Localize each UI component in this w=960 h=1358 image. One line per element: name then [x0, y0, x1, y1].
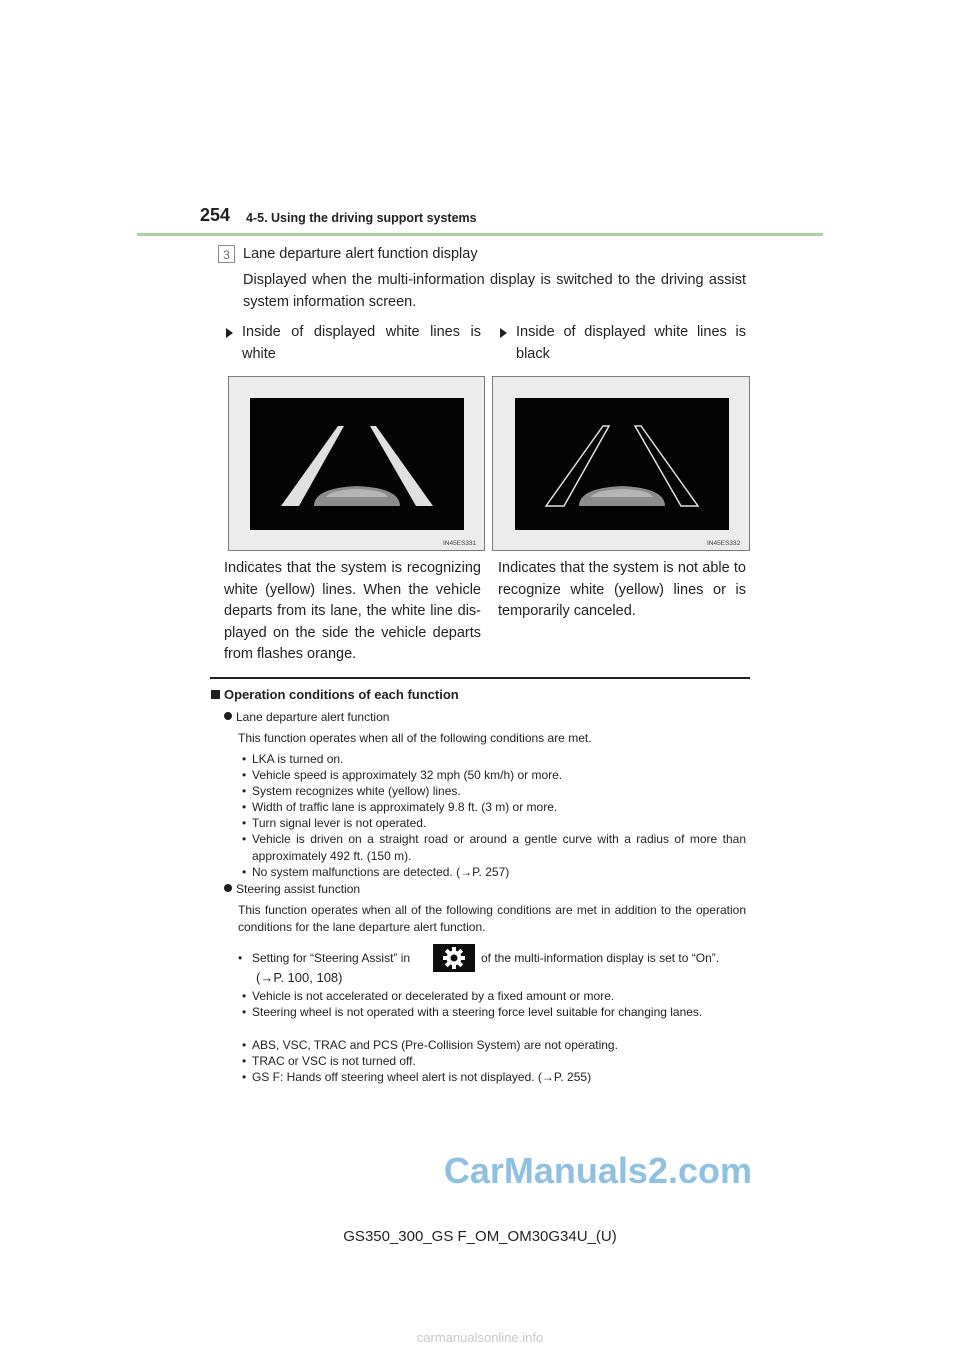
- setting-text-after: of the multi-information display is set to “On”.: [481, 951, 720, 965]
- display-screen: [515, 398, 729, 530]
- lda-condition: System recognizes white (yellow) lines.: [252, 784, 461, 798]
- lda-condition: Turn signal lever is not operated.: [252, 816, 427, 830]
- lane-lines-graphic: [250, 398, 464, 530]
- display-illustration-black: [492, 376, 750, 551]
- triangle-bullet-icon: [226, 328, 233, 338]
- triangle-bullet-icon: [500, 328, 507, 338]
- steering-intro: This function operates when all of the following conditions are met in addition to the operation conditions for the lane departure alert function.: [238, 903, 746, 934]
- lda-condition: Vehicle speed is approximately 32 mph (50 km/h) or more.: [252, 768, 563, 782]
- header-rule: [137, 233, 823, 236]
- steering-condition: TRAC or VSC is not turned off.: [252, 1054, 416, 1068]
- lda-condition: Width of traffic lane is approximately 9.8 ft. (3 m) or more.: [252, 800, 558, 814]
- display-illustration-white: [228, 376, 485, 551]
- steering-condition: ABS, VSC, TRAC and PCS (Pre-Collision System) are not operating.: [252, 1038, 618, 1052]
- circle-bullet-icon: [224, 712, 232, 720]
- setting-reference: (→P. 100, 108): [256, 970, 343, 985]
- watermark: CarManuals2.com: [443, 1150, 752, 1191]
- lda-condition: LKA is turned on.: [252, 752, 344, 766]
- page-number: 254: [200, 205, 231, 225]
- section-title: 4-5. Using the driving support systems: [246, 211, 477, 225]
- steering-condition: GS F: Hands off steering wheel alert is not displayed. (→P. 255): [252, 1070, 592, 1084]
- square-bullet-icon: [211, 690, 220, 699]
- display-screen: [250, 398, 464, 530]
- caption-white: Indicates that the system is recognizing white (yellow) lines. When the vehicle departs from its lane, the white line dis- played on the side the vehicle departs from flashes orange.: [224, 560, 481, 662]
- conditions-heading: Operation conditions of each function: [211, 687, 459, 702]
- lda-condition: Vehicle is driven on a straight road or around a gentle curve with a radius of more than approximately 492 ft. (150 m).: [252, 832, 746, 863]
- item-description: Displayed when the multi-information display is switched to the driving assist system information screen.: [243, 272, 746, 310]
- item-title: Lane departure alert function display: [243, 246, 478, 262]
- divider: [210, 677, 750, 679]
- steering-condition: Steering wheel is not operated with a steering force level suitable for changing lanes.: [252, 1005, 703, 1019]
- image-code: IN45ES331: [443, 540, 477, 547]
- footer-code: GS350_300_GS F_OM_OM30G34U_(U): [343, 1228, 617, 1245]
- circle-bullet-icon: [224, 884, 232, 892]
- lda-intro: This function operates when all of the following conditions are met.: [238, 731, 592, 745]
- item-number-badge: 3: [218, 245, 235, 263]
- image-code: IN45ES332: [707, 540, 741, 547]
- caption-black: Indicates that the system is not able to recognize white (yellow) lines or is temporarily canceled.: [498, 560, 746, 619]
- steering-condition: Vehicle is not accelerated or decelerated by a fixed amount or more.: [252, 989, 615, 1003]
- lane-lines-graphic: [515, 398, 729, 530]
- watermark-bottom: carmanualsonline.info: [416, 1330, 544, 1345]
- gear-icon: [433, 944, 475, 972]
- steering-title: Steering assist function: [224, 881, 360, 898]
- column-heading-white: Inside of displayed white lines is white: [226, 322, 481, 365]
- setting-text-before: Setting for “Steering Assist” in: [252, 951, 411, 965]
- lda-title: Lane departure alert function: [224, 709, 389, 726]
- column-heading-black: Inside of displayed white lines is black: [500, 322, 746, 365]
- lda-condition: No system malfunctions are detected. (→P. 257): [252, 865, 510, 879]
